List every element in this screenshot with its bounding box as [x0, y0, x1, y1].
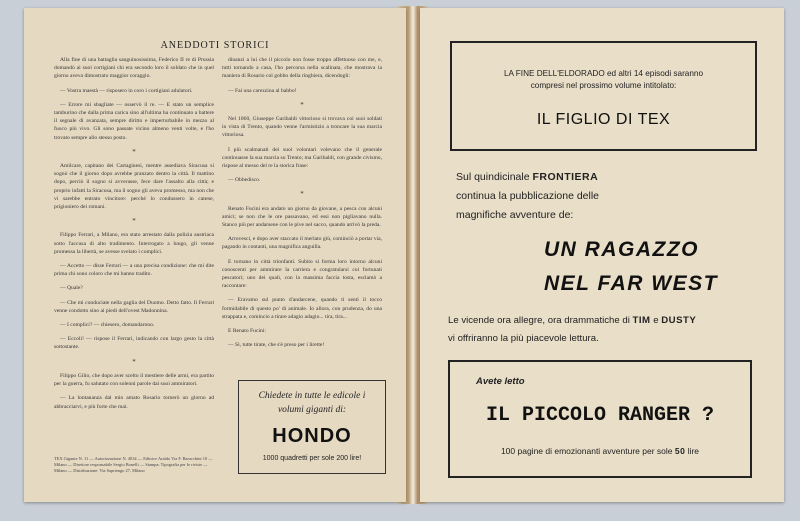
hondo-advertisement — [238, 380, 386, 474]
paragraph: Arrovesci, e dopo aver staccato il merlato giù, cominciò a portar via, pagando in contanti, una magnifica anguilla. — [222, 236, 382, 251]
section-divider: * — [132, 357, 136, 366]
paragraph: — I complici? — chiesero, domandarono. — [60, 322, 155, 329]
paragraph: I più scalmanati dei suoi volontari volevano che il generale continuasse la sua marcia su Trento; ma Garibaldi, con grande civismo, rispose al messo del re la storica frase: — [222, 146, 382, 170]
vicende-line-1-text: Le vicende ora allegre, ora drammatiche di — [448, 315, 633, 326]
paragraph: Renato Fucini era andato un giorno da giovane, a pesca con alcuni amici; se non che le ore passavano, ed essi non pigliavano nulla. Stanco più per andarsene con le pive nel sacco, quando arrivò la preda. — [222, 205, 382, 229]
frontiera-line-1-text: Sul quindicinale — [456, 171, 533, 183]
paragraph: Filippo Gilio, che dopo aver scelto il mestiere delle armi, era partito per la guerra, fu salutato con solenni parole dai suoi ammiratori. — [54, 372, 214, 388]
paragraph: Amilcare, capitano dei Cartaginesi, mentre assediava Siracusa si sognò che il giorno dopo avrebbe pranzato dentro la città. Il mattino dopo, perciò il sogno si avverasse, fece dare l'assalto alla città; e proprio infatti la Siracusa, ma il sogno gli aveva promesso, ma non che vi sarebbe entrato vincitore: perché lo condussero in catene, prigioniero dei romani. — [54, 163, 214, 211]
dusty-name: DUSTY — [661, 315, 697, 326]
piccolo-ranger-price-line — [450, 446, 750, 456]
hondo-ad-title: HONDO — [272, 425, 352, 447]
hondo-ad-line-2: volumi giganti di: — [277, 405, 347, 415]
big-title-line-2: NEL FAR WEST — [544, 272, 718, 295]
paragraph: — Eccoli! — rispose il Ferrari, indicando con largo gesto la città sottostante. — [54, 336, 214, 351]
paragraph: Nel 1860, Giuseppe Garibaldi vittorioso si trovava coi suoi soldati in vista di Trento, quando venne l'armistizio a troncare la sua marcia vittoriosa. — [222, 116, 382, 139]
next-volume-box — [450, 41, 757, 151]
next-volume-title: IL FIGLIO DI TEX — [536, 111, 671, 128]
paragraph: Filippo Ferrari, a Milano, era stato arrestato dalla polizia austriaca sotto l'accusa di alto tradimento. Interrogato a lungo, gli venne promessa la libertà, se avesse svelato i complici. — [54, 232, 214, 255]
text-column-2 — [222, 56, 382, 355]
paragraph: E tornano in città trionfanti. Subito si forma loro intorno alcuni conoscenti per ammirare la carriera e congratularsi coi fortunati pescatori; uno dei quali, con la massima faccia tosta, esclamò a raccontare: — [222, 258, 382, 290]
paragraph: — Errore mi sbagliate — osservò il re. — E stato un semplice tamburino che dalla prima carica sino all'ultima ha continuato a battere il segnale di avanzata, sempre diritto e imperturbabile in mezzo al fuoco più vivo. Gli sono passate vicino almeno venti volte, e l'ho trovato sempre allo stesso posto. — [54, 101, 214, 141]
paragraph: Alla fine di una battaglia sanguinosissima, Federico II re di Prussia domandò ai suoi cortigiani chi era secondo loro il soldato che in quel giorno aveva dimostrato maggior coraggio. — [54, 57, 214, 80]
paragraph: — Vostra maestà — risposero in coro i cortigiani adulatori. — [60, 87, 193, 94]
right-page — [420, 8, 784, 502]
paragraph: — La lontananza dal mio amato Rosario tornerò un giorno ad abbracciarvi, e più forte che mai. — [54, 395, 214, 410]
frontiera-line-1 — [456, 171, 598, 183]
paragraph: — Fai una carezzina al babbo! — [228, 87, 297, 94]
section-divider: * — [132, 147, 136, 156]
paragraph: E Renato Fucini: — [228, 328, 266, 335]
frontiera-line-2: continua la pubblicazione delle — [456, 190, 600, 202]
hondo-ad-price-line: 1000 quadretti per sole 200 lire! — [262, 455, 362, 462]
text-column-1 — [54, 56, 214, 417]
section-divider: * — [300, 190, 304, 199]
paragraph: — Obbedisco. — [228, 177, 261, 184]
paragraph: dinanzi a lui che il piccolo non fosse troppo affettuoso con me, e, tutti tornando a casa, l'ho percorsa nella scalinata, che mostrava la maniera di Rosario col gobbo della ringhiera, dicendogli: — [222, 57, 382, 80]
piccolo-ranger-price-text: 100 pagine di emozionanti avventure per sole — [500, 446, 675, 456]
piccolo-ranger-price: 50 — [674, 446, 686, 456]
section-divider: * — [132, 217, 136, 226]
next-volume-line-2: compresi nel prossimo volume intitolato: — [530, 81, 677, 90]
piccolo-ranger-intro: Avete letto — [476, 376, 525, 387]
frontiera-name: FRONTIERA — [532, 171, 599, 183]
paragraph: — Accetto — disse Ferrari — a una precisa condizione: che mi dite prima chi sono coloro che mi hanno tradito. — [54, 263, 214, 278]
hondo-ad-line-1: Chiedete in tutte le edicole i — [258, 391, 366, 401]
vicende-line-2: vi offriranno la più piacevole lettura. — [448, 333, 599, 344]
frontiera-line-3: magnifiche avventure de: — [456, 209, 574, 221]
section-divider: * — [300, 100, 304, 109]
big-title-line-1: UN RAGAZZO — [544, 238, 699, 261]
next-volume-line-1: LA FINE DELL'ELDORADO ed altri 14 episodi saranno — [503, 69, 704, 78]
piccolo-ranger-box — [448, 360, 752, 478]
paragraph: — Eravamo sul punto d'andarcene, quando ti senti il tocco formidabile di questo po' di animale. Io allora, con prudenza, do una strappata e, comincio a tirare adagio adagio... tira, tira... — [222, 297, 382, 320]
page-title: ANEDDOTI STORICI — [160, 40, 270, 51]
paragraph: — Sì, tutte tirate, che s'è preso per i lirette! — [228, 342, 325, 349]
paragraph: — Che mi conduciate nella gaglia del Duomo. Detto fatto. Il Ferrari venne condotto sino ai piedi dell'ovest Madonnina. — [54, 299, 214, 314]
tim-name: TIM — [632, 315, 651, 326]
piccolo-ranger-title: IL PICCOLO RANGER ? — [485, 404, 715, 427]
vicende-line-1 — [448, 315, 696, 326]
paragraph: — Quale? — [60, 285, 83, 292]
publisher-footer-note: TEX Gigante N. 11 — Autorizzazione N. 4034 — Editrice Araldo Via F. Baracchini 10 — Milano — Direttore responsabile Sergio Bonelli — Stampa: Tipografia per le riviste — Milano — Distribuzione: Via Sapriengo 27, Milano — [54, 456, 213, 474]
piccolo-ranger-price-unit: lire — [685, 446, 700, 456]
left-page — [24, 8, 406, 502]
vicende-and: e — [650, 315, 662, 326]
